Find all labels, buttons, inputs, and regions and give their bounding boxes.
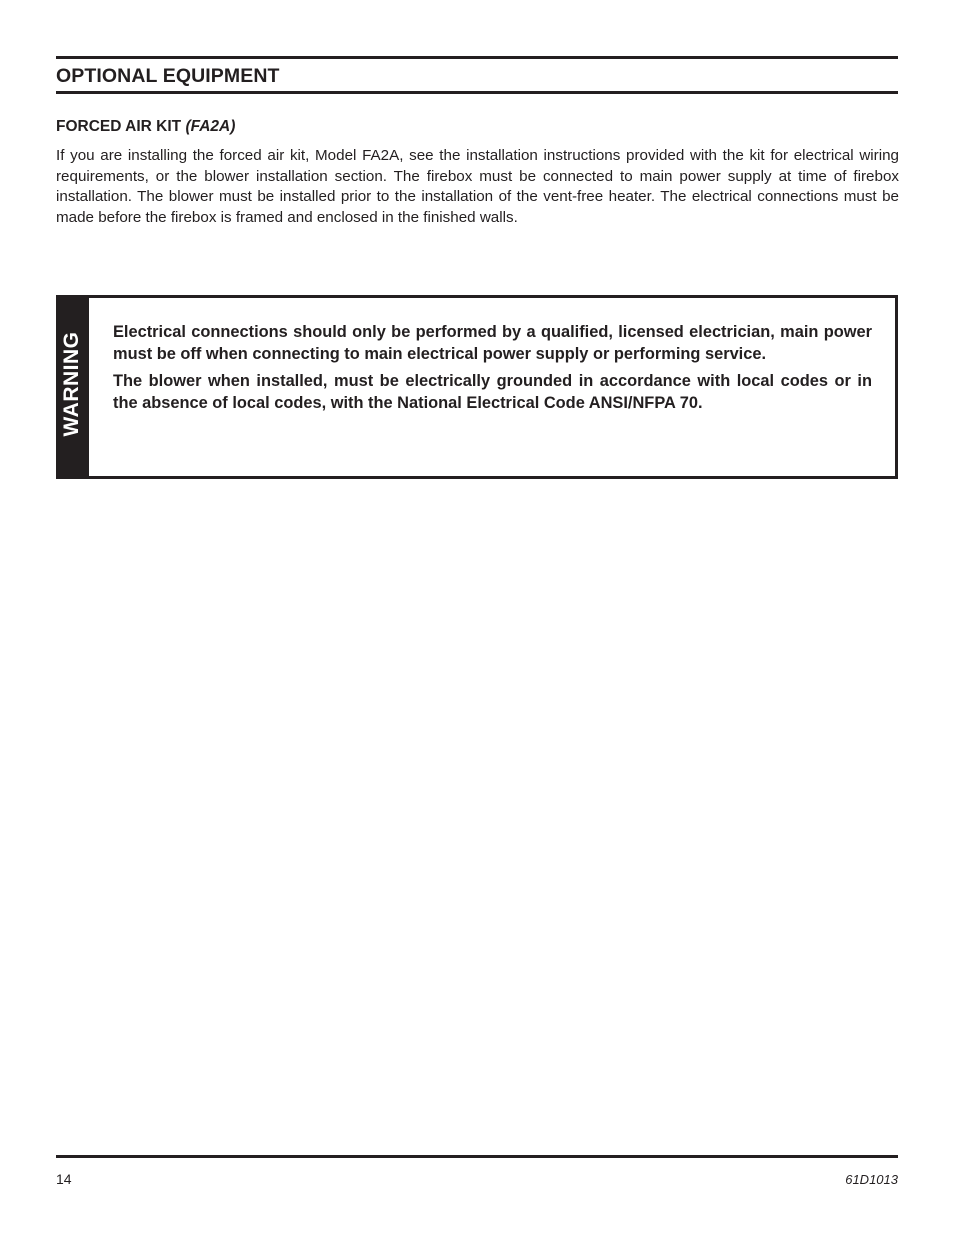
warning-box: [56, 295, 898, 479]
warning-paragraph: The blower when installed, must be electrically grounded in accordance with local codes or in the absence of local codes, with the National Electrical Code ANSI/NFPA 70.: [113, 372, 872, 412]
page-number: 14: [56, 1171, 72, 1187]
warning-text: [113, 321, 872, 419]
document-code: 61D1013: [845, 1172, 898, 1187]
subsection-model: (FA2A): [185, 118, 236, 135]
header-top-rule: [56, 56, 898, 59]
warning-paragraph: Electrical connections should only be performed by a qualified, licensed electrician, main power must be off when connecting to main electrical power supply or performing service.: [113, 323, 872, 363]
forced-air-kit-paragraph: If you are installing the forced air kit, Model FA2A, see the installation instructions provided with the kit for electrical wiring requirements, or the blower installation section. The firebox must be connected to main power supply at time of firebox installation. The blower must be installed prior to the installation of the vent-free heater. The electrical connections must be made before the firebox is framed and enclosed in the finished walls.: [56, 147, 899, 226]
footer-rule: [56, 1155, 898, 1158]
subsection-title: [56, 118, 235, 136]
warning-label: WARNING: [60, 331, 83, 437]
warning-tab: [56, 298, 89, 476]
subsection-title-text: FORCED AIR KIT: [56, 118, 182, 135]
header-bottom-rule: [56, 91, 898, 94]
section-title: OPTIONAL EQUIPMENT: [56, 65, 280, 87]
